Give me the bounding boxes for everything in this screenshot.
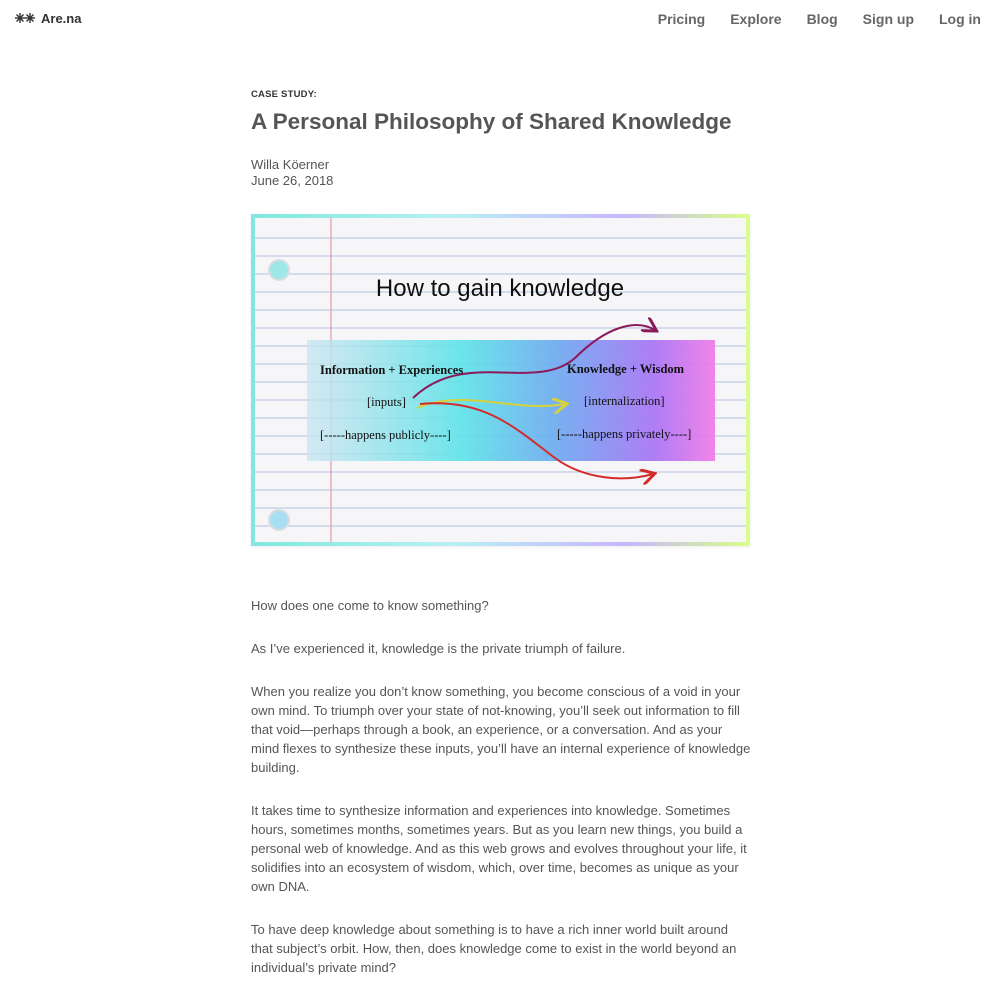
- top-nav: [0, 0, 1000, 36]
- paragraph: To have deep knowledge about something is to have a rich inner world built around that subject’s orbit. How, then, does knowledge come to exist in the world beyond an individual’s private mind?: [251, 922, 737, 975]
- punch-hole-top: [269, 260, 289, 280]
- nav-signup-link[interactable]: Sign up: [862, 11, 914, 27]
- knowledge-diagram: [255, 218, 746, 542]
- article-author: Willa Köerner: [251, 157, 330, 172]
- nav-blog-link[interactable]: Blog: [806, 11, 838, 27]
- punch-hole-bottom: [269, 510, 289, 530]
- article: [251, 89, 751, 1001]
- nav-login-link[interactable]: Log in: [939, 11, 981, 27]
- left-note: [-----happens publicly----]: [320, 428, 451, 442]
- hero-illustration: [251, 214, 750, 546]
- article-title: A Personal Philosophy of Shared Knowledge: [251, 109, 732, 134]
- left-sub: [inputs]: [367, 395, 406, 409]
- arena-logo-icon: [14, 10, 36, 26]
- paragraph: It takes time to synthesize information and experiences into knowledge. Sometimes hours, sometimes months, sometimes years. But as you learn new things, you build a personal web of knowledge. And as this web grows and evolves throughout your life, it solidifies into an ecosystem of wisdom, which, over time, becomes as unique as your own DNA.: [251, 803, 747, 894]
- paragraph: How does one come to know something?: [251, 598, 489, 613]
- paragraph: As I’ve experienced it, knowledge is the private triumph of failure.: [251, 641, 626, 656]
- right-note: [-----happens privately----]: [557, 427, 692, 441]
- article-date: June 26, 2018: [251, 173, 334, 188]
- article-kicker: CASE STUDY:: [251, 89, 317, 100]
- nav-links: [658, 11, 981, 27]
- nav-pricing-link[interactable]: Pricing: [657, 11, 706, 27]
- paragraph: When you realize you don’t know something, you become conscious of a void in your own mind. To triumph over your state of not-knowing, you’ll seek out information to fill that void—perhaps through a book, an experience, or a conversation. And as your mind flexes to synthesize these inputs, you’ll have an internal experience of knowledge building.: [251, 684, 751, 775]
- nav-explore-link[interactable]: Explore: [730, 11, 782, 27]
- article-body: [251, 596, 751, 977]
- brand-logo-link[interactable]: [14, 10, 81, 26]
- right-heading: Knowledge + Wisdom: [567, 362, 685, 376]
- right-sub: [internalization]: [584, 394, 665, 408]
- article-meta: [251, 157, 751, 189]
- diagram-title: How to gain knowledge: [375, 275, 625, 302]
- brand-name: Are.na: [41, 10, 82, 26]
- left-heading: Information + Experiences: [320, 363, 464, 377]
